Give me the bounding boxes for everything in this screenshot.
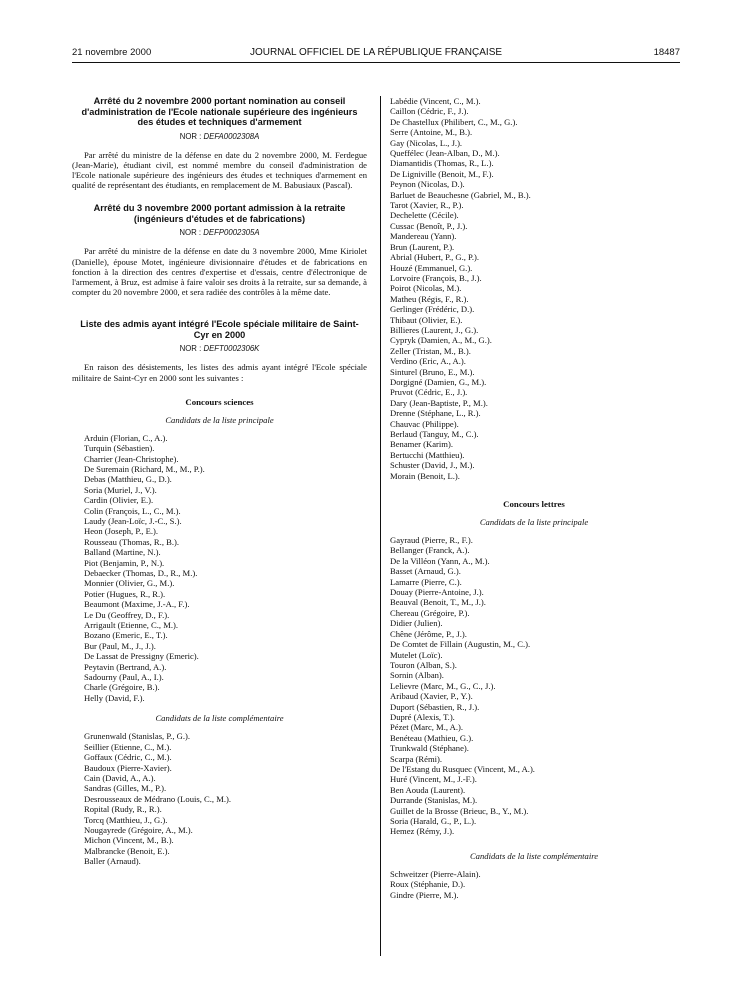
- list-item: Touron (Alban, S.).: [390, 659, 457, 670]
- list-item: Matheu (Régis, F., R.).: [390, 293, 469, 304]
- list-item: Caillon (Cédric, F., J.).: [390, 106, 469, 117]
- list-item: Ropital (Rudy, R., R.).: [84, 804, 162, 815]
- list-item: Sornin (Alban).: [390, 670, 444, 681]
- list-item: Benéteau (Mathieu, G.).: [390, 732, 474, 743]
- list-item: Peynon (Nicolas, D.).: [390, 179, 465, 190]
- list-item: Labédie (Vincent, C., M.).: [390, 96, 481, 106]
- arrete-title: Arrêté du 3 novembre 2000 portant admission à la retraite (ingénieurs d'études et de fabrications): [93, 203, 346, 224]
- list-item: Helly (David, F.).: [84, 692, 145, 703]
- list-item: Cypryk (Damien, A., M., G.).: [390, 335, 492, 346]
- list-item: Poirot (Nicolas, M.).: [390, 283, 462, 294]
- list-item: Abrial (Hubert, P., G., P.).: [390, 252, 480, 263]
- header-rule: [72, 62, 680, 63]
- list-item: Chereau (Grégoire, P.).: [390, 607, 470, 618]
- list-item: Beaumont (Maxime, J.-A., F.).: [84, 599, 190, 610]
- list-item: Beauval (Benoit, T., M., J.).: [390, 597, 486, 608]
- arrete-body: Par arrêté du ministre de la défense en date du 2 novembre 2000, M. Ferdegue (Jean-Marie), étudiant civil, est nommé membre du conseil d'administration de l'Ecole nationale supérieure des ingénieurs des études et techniques d'armement en qualité de représentant des étudiants, en remplacement de M. Babusiaux (Pascal).: [72, 149, 367, 191]
- list-item: Gindre (Pierre, M.).: [390, 889, 459, 900]
- list-item: Arrigault (Etienne, C., M.).: [84, 620, 179, 631]
- list-item: Bellanger (Franck, A.).: [390, 545, 470, 556]
- list-item: Diamantidis (Thomas, R., L.).: [390, 158, 494, 169]
- list-item: De l'Estang du Rusquec (Vincent, M., A.).: [390, 763, 535, 774]
- list-item: Morain (Benoit, L.).: [390, 470, 460, 481]
- list-item: Verdino (Eric, A., A.).: [390, 356, 466, 367]
- list-item: Bertucchi (Matthieu).: [390, 449, 465, 460]
- concours-sciences-heading: Concours sciences: [185, 396, 254, 407]
- list-item: Potier (Hugues, R., R.).: [84, 588, 166, 599]
- lettres-complementaire-list: [388, 869, 680, 900]
- list-item: Michon (Vincent, M., B.).: [84, 835, 174, 846]
- liste-intro: En raison des désistements, les listes des admis ayant intégré l'Ecole spéciale militaire de Saint-Cyr en 2000 sont les suivantes :: [72, 362, 367, 383]
- list-item: Douay (Pierre-Antoine, J.).: [390, 587, 484, 598]
- liste-principale-heading: Candidats de la liste principale: [165, 414, 274, 425]
- list-item: Heon (Joseph, P., E.).: [84, 526, 158, 537]
- nor-line: [72, 228, 367, 237]
- list-item: De Comtet de Fillain (Augustin, M., C.).: [390, 639, 531, 650]
- liste-principale-heading: Candidats de la liste principale: [479, 517, 589, 528]
- list-item: Turquin (Sébastien).: [84, 443, 155, 454]
- list-item: Bur (Paul, M., J., J.).: [84, 640, 156, 651]
- list-item: Pruvot (Cédric, E., J.).: [390, 387, 468, 398]
- list-item: Cussac (Benoît, P., J.).: [390, 220, 468, 231]
- list-item: Gay (Nicolas, L., J.).: [390, 137, 463, 148]
- liste-admis: [72, 319, 367, 866]
- list-item: Chauvac (Philippe).: [390, 418, 459, 429]
- liste-complementaire-heading: Candidats de la liste complémentaire: [155, 713, 284, 724]
- sciences-complementaire-list-continued: [388, 96, 680, 481]
- list-item: Malbrancke (Benoit, E.).: [84, 845, 170, 856]
- sciences-complementaire-list: [72, 731, 367, 866]
- list-item: Tarot (Xavier, R., P.).: [390, 200, 464, 211]
- list-item: Chêne (Jérôme, P., J.).: [390, 628, 467, 639]
- liste-complementaire-heading: Candidats de la liste complémentaire: [469, 850, 599, 861]
- list-item: Aribaud (Xavier, P., Y.).: [390, 691, 473, 702]
- list-item: Dary (Jean-Baptiste, P., M.).: [390, 397, 488, 408]
- publication-date: 21 novembre 2000: [72, 47, 152, 58]
- list-item: Houzé (Emmanuel, G.).: [390, 262, 473, 273]
- list-item: Drenne (Stéphane, L., R.).: [390, 408, 481, 419]
- left-column: [72, 96, 367, 867]
- arrete-body: Par arrêté du ministre de la défense en date du 3 novembre 2000, Mme Kiriolet (Danielle), épouse Motet, ingénieure divisionnaire d'études et de fabrications en fonction à la direction des centres d'expertise et d'essais, centre d'électronique de l'armement, à Bruz, est admise à faire valoir ses droits à la retraite, sur sa demande, à compter du 20 novembre 2000, et sera radiée des contrôles à la même date.: [72, 246, 367, 298]
- arrete-retraite: [72, 203, 367, 297]
- list-item: Trunkwald (Stéphane).: [390, 743, 469, 754]
- list-item: Brun (Laurent, P.).: [390, 241, 455, 252]
- list-item: Cain (David, A., A.).: [84, 772, 156, 783]
- nor-line: [72, 344, 367, 353]
- list-item: Serre (Antoine, M., B.).: [390, 127, 473, 138]
- list-item: Soria (Muriel, J., V.).: [84, 484, 157, 495]
- list-item: Duport (Sébastien, R., J.).: [390, 701, 480, 712]
- list-item: Desrousseaux de Médrano (Louis, C., M.).: [84, 793, 232, 804]
- list-item: Colin (François, L., C., M.).: [84, 505, 181, 516]
- list-item: Goffaux (Cédric, C., M.).: [84, 752, 172, 763]
- list-item: Bozano (Emeric, E., T.).: [84, 630, 168, 641]
- list-item: Charrier (Jean-Christophe).: [84, 453, 179, 464]
- nor-code: DEFA0002308A: [203, 131, 260, 141]
- list-item: Arduin (Florian, C., A.).: [84, 432, 168, 443]
- list-item: Schweitzer (Pierre-Alain).: [390, 868, 481, 879]
- journal-title: JOURNAL OFFICIEL DE LA RÉPUBLIQUE FRANÇAISE: [249, 47, 503, 58]
- nor-code: DEFT0002306K: [203, 344, 260, 354]
- nor-label: NOR :: [179, 228, 202, 238]
- list-item: Hemez (Rémy, J.).: [390, 826, 455, 837]
- list-item: Lelievre (Marc, M., G., C., J.).: [390, 680, 496, 691]
- list-item: Ben Aouda (Laurent).: [390, 784, 466, 795]
- list-item: Balland (Martine, N.).: [84, 547, 161, 558]
- list-item: Seillier (Etienne, C., M.).: [84, 741, 172, 752]
- list-item: Roux (Stéphanie, D.).: [390, 879, 466, 890]
- list-item: Huré (Vincent, M., J.-F.).: [390, 774, 477, 785]
- nor-label: NOR :: [179, 131, 202, 141]
- sciences-principale-list: [72, 433, 367, 704]
- list-item: Lorvoire (François, B., J.).: [390, 272, 482, 283]
- list-item: Schuster (David, J., M.).: [390, 460, 475, 471]
- list-item: Gerlinger (Frédéric, D.).: [390, 304, 475, 315]
- list-item: De Ligniville (Benoit, M., F.).: [390, 168, 494, 179]
- list-item: Dechelette (Cécile).: [390, 210, 459, 221]
- list-item: Cardin (Olivier, E.).: [84, 495, 154, 506]
- list-item: Guillet de la Brosse (Brieuc, B., Y., M.).: [390, 805, 529, 816]
- list-item: Mandereau (Yann).: [390, 231, 457, 242]
- list-item: De la Villéon (Yann, A., M.).: [390, 555, 490, 566]
- right-column: [388, 96, 680, 900]
- lettres-principale-list: [388, 535, 680, 837]
- list-item: Monnier (Olivier, G., M.).: [84, 578, 175, 589]
- page-number: 18487: [653, 47, 680, 58]
- column-divider: [380, 96, 381, 956]
- list-item: Baudoux (Pierre-Xavier).: [84, 762, 172, 773]
- list-item: Barluet de Beauchesne (Gabriel, M., B.).: [390, 189, 531, 200]
- list-item: Basset (Arnaud, G.).: [390, 566, 461, 577]
- arrete-nomination: [72, 96, 367, 190]
- page-header: [72, 47, 680, 61]
- list-item: Mutelet (Loïc).: [390, 649, 443, 660]
- list-item: Scarpa (Rémi).: [390, 753, 443, 764]
- list-item: Le Du (Geoffrey, D., F.).: [84, 609, 170, 620]
- arrete-title: Arrêté du 2 novembre 2000 portant nomination au conseil d'administration de l'Ecole nationale supérieure des ingénieurs des études et techniques d'armement: [81, 96, 358, 127]
- list-item: Piot (Benjamin, P., N.).: [84, 557, 165, 568]
- list-item: Pézet (Marc, M., A.).: [390, 722, 464, 733]
- list-item: Gayraud (Pierre, R., F.).: [390, 535, 473, 546]
- list-item: Debaecker (Thomas, D., R., M.).: [84, 568, 198, 579]
- list-item: De Lassat de Pressigny (Emeric).: [84, 651, 199, 662]
- list-item: Debas (Matthieu, G., D.).: [84, 474, 172, 485]
- list-item: De Suremain (Richard, M., M., P.).: [84, 463, 205, 474]
- list-item: Durrande (Stanislas, M.).: [390, 795, 478, 806]
- list-item: Dupré (Alexis, T.).: [390, 711, 455, 722]
- list-item: Benamer (Karim).: [390, 439, 453, 450]
- list-item: Didier (Julien).: [390, 618, 443, 629]
- concours-lettres-heading: Concours lettres: [503, 499, 565, 510]
- list-item: Charle (Grégoire, B.).: [84, 682, 160, 693]
- list-item: Dorgigné (Damien, G., M.).: [390, 376, 487, 387]
- list-item: Thibaut (Olivier, E.).: [390, 314, 463, 325]
- nor-line: [72, 132, 367, 141]
- list-item: Berlaud (Tanguy, M., C.).: [390, 429, 479, 439]
- list-item: Sandras (Gilles, M., P.).: [84, 783, 167, 794]
- list-item: Sinturel (Bruno, E., M.).: [390, 366, 475, 377]
- list-item: Lamarre (Pierre, C.).: [390, 576, 462, 587]
- list-item: Grunenwald (Stanislas, P., G.).: [84, 731, 190, 742]
- list-item: De Chastellux (Philibert, C., M., G.).: [390, 116, 518, 127]
- list-item: Rousseau (Thomas, R., B.).: [84, 536, 180, 547]
- list-item: Billieres (Laurent, J., G.).: [390, 324, 479, 335]
- list-item: Queffélec (Jean-Alban, D., M.).: [390, 148, 500, 159]
- list-item: Torcq (Matthieu, J., G.).: [84, 814, 168, 825]
- list-item: Laudy (Jean-Loïc, J.-C., S.).: [84, 515, 182, 526]
- list-item: Nougayrede (Grégoire, A., M.).: [84, 824, 193, 835]
- nor-label: NOR :: [179, 344, 202, 354]
- list-item: Baller (Arnaud).: [84, 856, 141, 867]
- list-item: Zeller (Tristan, M., B.).: [390, 345, 471, 356]
- nor-code: DEFP0002305A: [203, 228, 260, 238]
- list-item: Soria (Harald, G., P., L.).: [390, 816, 477, 826]
- liste-title: Liste des admis ayant intégré l'Ecole spéciale militaire de Saint-Cyr en 2000: [80, 319, 359, 340]
- list-item: Peytavin (Bertrand, A.).: [84, 661, 167, 672]
- list-item: Sadourny (Paul, A., I.).: [84, 672, 164, 683]
